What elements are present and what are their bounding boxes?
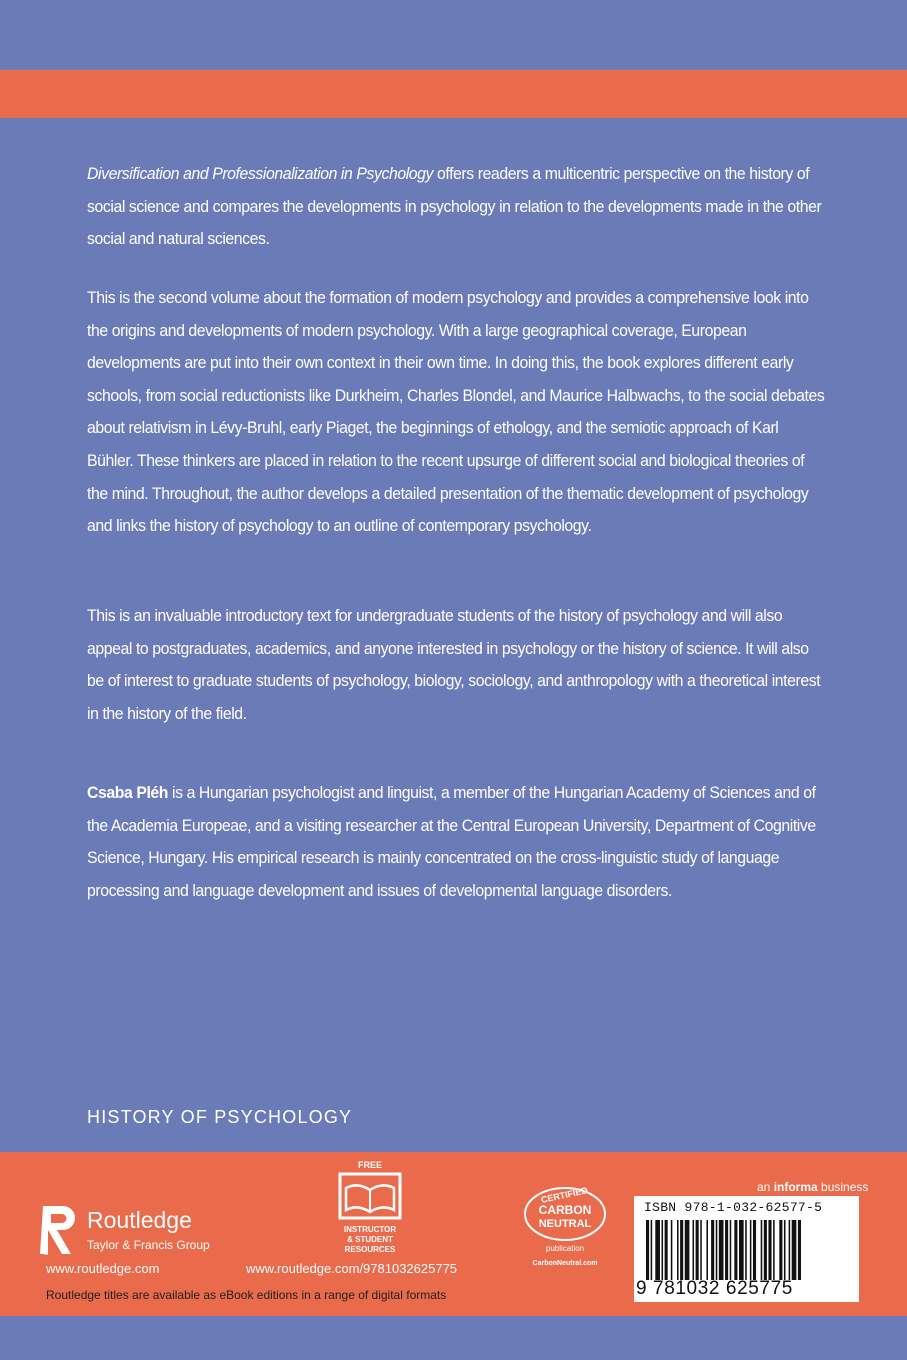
isbn-label: ISBN 978-1-032-62577-5	[644, 1200, 823, 1215]
svg-text:NEUTRAL: NEUTRAL	[538, 1218, 592, 1230]
carbon-neutral-seal-icon	[515, 1180, 615, 1272]
author-bio	[87, 777, 824, 907]
barcode-bar	[745, 1220, 747, 1280]
barcode-bar	[685, 1220, 690, 1280]
barcode-bar	[696, 1220, 699, 1280]
publisher-group: Taylor & Francis Group	[87, 1238, 210, 1252]
svg-text:CARBON: CARBON	[538, 1203, 592, 1217]
barcode-bar	[773, 1220, 775, 1280]
barcode-bar	[711, 1220, 714, 1280]
blurb-paragraph-3-text: This is an invaluable introductory text for undergraduate students of the history of psychology and will also appeal to postgraduates, academics, and anyone interested in psychology or the history of science. It will also be of interest to graduate students of psychology, biology, sociology, and anthropology with a theoretical interest in the history of the field.	[87, 606, 821, 723]
barcode-bar	[662, 1220, 664, 1280]
blurb-paragraph-1	[87, 158, 824, 256]
barcode-bar	[750, 1220, 752, 1280]
barcode-bar	[784, 1220, 786, 1280]
informa-business-label: an informa business	[757, 1180, 869, 1194]
blurb-paragraph-2	[87, 282, 824, 543]
resources-url[interactable]: www.routledge.com/9781032625775	[246, 1261, 458, 1276]
top-color-band	[0, 70, 907, 118]
blurb-paragraph-3	[87, 600, 824, 730]
barcode-bar	[693, 1220, 695, 1280]
blurb-paragraph-1-text: offers readers a multicentric perspective on the history of social science and compares the developments in psychology in relation to the developments made in the other social and natural sciences.	[87, 164, 822, 249]
barcode-bar	[725, 1220, 728, 1280]
barcode-bar	[739, 1220, 744, 1280]
svg-text:FREE: FREE	[357, 1160, 383, 1170]
svg-text:INSTRUCTOR: INSTRUCTOR	[343, 1225, 397, 1234]
series-label: HISTORY OF PSYCHOLOGY	[87, 1107, 353, 1127]
barcode-bar	[671, 1220, 673, 1280]
routledge-logo-icon	[40, 1204, 80, 1258]
svg-text:RESOURCES: RESOURCES	[344, 1245, 396, 1254]
ebook-note: Routledge titles are available as eBook editions in a range of digital formats	[46, 1288, 447, 1302]
barcode-bar	[730, 1220, 732, 1280]
barcode-bar	[792, 1220, 797, 1280]
book-title-italic: Diversification and Professionalization in Psychology	[87, 164, 434, 183]
barcode-bar	[764, 1220, 767, 1280]
author-bio-text: is a Hungarian psychologist and linguist, a member of the Hungarian Academy of Sciences and of the Academia Europeae, and a visiting researcher at the Central European University, Department of Cognitive Science, Hungary. His empirical research is mainly concentrated on the cross-linguistic study of language processing and language development and issues of developmental language disorders.	[87, 783, 816, 900]
barcode-bar	[798, 1220, 801, 1280]
barcode-bar	[761, 1220, 763, 1280]
barcode-bar	[651, 1220, 653, 1280]
barcode-bar	[734, 1220, 737, 1280]
publisher-name: Routledge	[87, 1207, 192, 1233]
informa-brand: informa	[773, 1180, 818, 1194]
svg-text:publication: publication	[545, 1244, 585, 1253]
barcode-bar	[646, 1220, 649, 1280]
open-book-icon	[332, 1158, 408, 1256]
barcode-bar	[719, 1220, 724, 1280]
author-name: Csaba Pléh	[87, 783, 169, 802]
barcode-bar	[665, 1220, 668, 1280]
barcode-icon	[646, 1220, 854, 1280]
barcode-bar	[768, 1220, 771, 1280]
barcode-bar	[677, 1220, 679, 1280]
barcode-bar	[706, 1220, 708, 1280]
barcode-bar	[716, 1220, 718, 1280]
barcode-bar	[700, 1220, 702, 1280]
svg-text:ROUTLEDGE: ROUTLEDGE	[44, 1223, 50, 1255]
barcode-bar	[680, 1220, 683, 1280]
blurb-paragraph-2-text: This is the second volume about the formation of modern psychology and provides a comprehensive look into the origins and developments of modern psychology. With a large geographical coverage, European developments are put into their own context in their own time. In doing this, the book explores different early schools, from social reductionists like Durkheim, Charles Blondel, and Maurice Halbwachs, to the social debates about relativism in Lévy-Bruhl, early Piaget, the beginnings of ethology, and the semiotic approach of Karl Bühler. These thinkers are placed in relation to the recent upsurge of different social and biological theories of the mind. Throughout, the author develops a detailed presentation of the thematic development of psychology and links the history of psychology to an outline of contemporary psychology.	[87, 288, 825, 536]
publisher-url[interactable]: www.routledge.com	[46, 1261, 160, 1276]
barcode-bar	[779, 1220, 782, 1280]
svg-text:CarbonNeutral.com: CarbonNeutral.com	[532, 1260, 598, 1267]
isbn-digits: 9 781032 625775	[636, 1278, 793, 1299]
svg-text:CERTIFIED: CERTIFIED	[540, 1185, 589, 1205]
isbn-barcode-box	[634, 1196, 859, 1302]
svg-text:& STUDENT: & STUDENT	[347, 1235, 393, 1244]
barcode-bar	[753, 1220, 756, 1280]
barcode-bar	[655, 1220, 660, 1280]
barcode-bar	[789, 1220, 791, 1280]
